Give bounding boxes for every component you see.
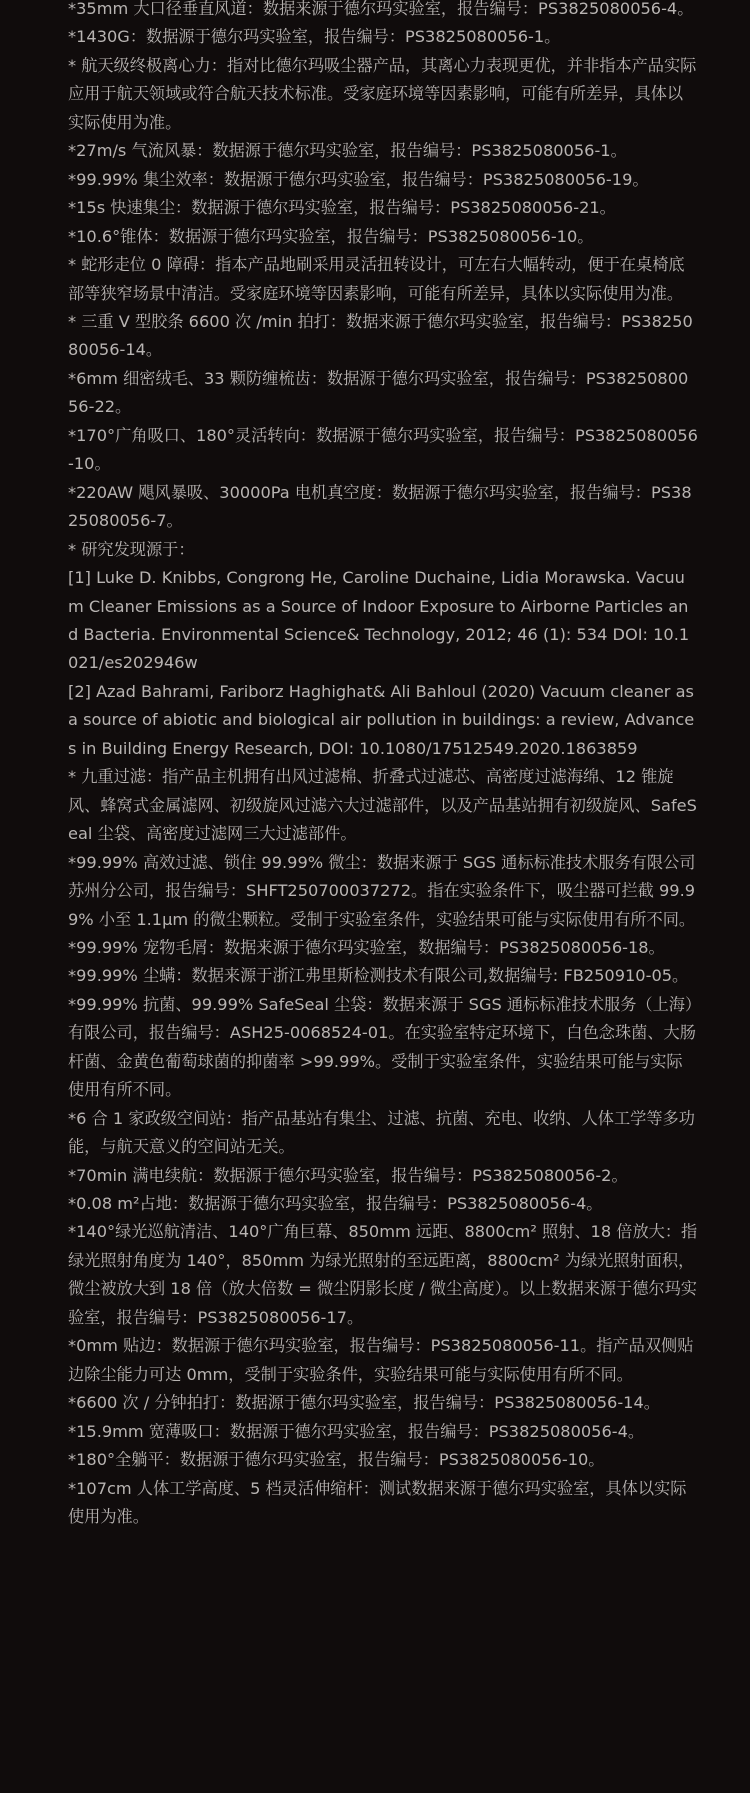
- footnote-dust-mite: *99.99% 尘螨：数据来源于浙江弗里斯检测技术有限公司,数据编号: FB250910-05。: [68, 966, 689, 986]
- footnote-footprint: *0.08 m²占地：数据源于德尔玛实验室，报告编号：PS3825080056-4。: [68, 1194, 603, 1214]
- footnote-fast-collection: *15s 快速集尘：数据源于德尔玛实验室，报告编号：PS3825080056-21。: [68, 198, 616, 218]
- footnote-fluff-comb: *6mm 细密绒毛、33 颗防缠梳齿：数据源于德尔玛实验室，报告编号：PS3825080056-22。: [68, 368, 689, 417]
- footnote-airflow: *27m/s 气流风暴：数据源于德尔玛实验室，报告编号：PS3825080056-1。: [68, 141, 627, 161]
- footnote-thin-inlet: *15.9mm 宽薄吸口：数据源于德尔玛实验室，报告编号：PS3825080056-4。: [68, 1421, 645, 1441]
- footnote-research-heading: * 研究发现源于：: [68, 539, 195, 559]
- footnote-snake-move: * 蛇形走位 0 障碍：指本产品地刷采用灵活扭转设计，可左右大幅转动，便于在桌椅底部等狭窄场景中清洁。受家庭环境等因素影响，可能有所差异，具体以实际使用为准。: [68, 255, 685, 303]
- footnote-reference-1: [1] Luke D. Knibbs, Congrong He, Caroline Duchaine, Lidia Morawska. Vacuum Cleaner Emissions as a Source of Indoor Exposure to Airborne Particles and Bacteria. Environmental Science& Technology, 2012; 46 (1): 534 DOI: 10.1021/es202946w: [68, 568, 690, 673]
- footnote-battery: *70min 满电续航：数据源于德尔玛实验室，报告编号：PS3825080056-2。: [68, 1165, 628, 1185]
- footnote-green-light: *140°绿光巡航清洁、140°广角巨幕、850mm 远距、8800cm² 照射、18 倍放大：指绿光照射角度为 140°，850mm 为绿光照射的至远距离，8800cm² 为绿光照射面积，微尘被放大到 18 倍（放大倍数 = 微尘阴影长度 / 微尘高度）。以上数据来源于德尔玛实验室，报告编号：PS3825080056-17。: [68, 1222, 698, 1327]
- footnote-airduct: *35mm 大口径垂直风道：数据来源于德尔玛实验室，报告编号：PS3825080056-4。: [68, 0, 694, 18]
- footnote-weight: *1430G：数据源于德尔玛实验室，报告编号：PS3825080056-1。: [68, 27, 561, 47]
- footnote-lay-flat: *180°全躺平：数据源于德尔玛实验室，报告编号：PS3825080056-10。: [68, 1450, 605, 1470]
- footnote-nine-filtration: * 九重过滤：指产品主机拥有出风过滤棉、折叠式过滤芯、高密度过滤海绵、12 锥旋风、蜂窝式金属滤网、初级旋风过滤六大过滤部件，以及产品基站拥有初级旋风、SafeSeal 尘袋、高密度过滤网三大过滤部件。: [68, 767, 697, 844]
- footnote-edge-cleaning: *0mm 贴边：数据源于德尔玛实验室，报告编号：PS3825080056-11。指产品双侧贴边除尘能力可达 0mm，受制于实验条件，实验结果可能与实际使用有所不同。: [68, 1336, 694, 1384]
- footnote-antibacterial: *99.99% 抗菌、99.99% SafeSeal 尘袋：数据来源于 SGS 通标标准技术服务（上海）有限公司，报告编号：ASH25-0068524-01。在实验室特定环境下，白色念珠菌、大肠杆菌、金黄色葡萄球菌的抑菌率 >99.99%。受制于实验室条件，实验结果可能与实际使用有所不同。: [68, 994, 696, 1100]
- footnote-collection-efficiency: *99.99% 集尘效率：数据源于德尔玛实验室，报告编号：PS3825080056-19。: [68, 169, 649, 189]
- footnote-ergonomic-height: *107cm 人体工学高度、5 档灵活伸缩杆：测试数据来源于德尔玛实验室，具体以实际使用为准。: [68, 1478, 687, 1527]
- footnote-wide-angle: *170°广角吸口、180°灵活转向：数据源于德尔玛实验室，报告编号：PS3825080056-10。: [68, 425, 698, 474]
- footnote-v-strip: * 三重 V 型胶条 6600 次 /min 拍打：数据来源于德尔玛实验室，报告编号：PS3825080056-14。: [68, 311, 693, 360]
- footnote-centrifugal: * 航天级终极离心力：指对比德尔玛吸尘器产品，其离心力表现更优，并非指本产品实际应用于航天领域或符合航天技术标准。受家庭环境等因素影响，可能有所差异，具体以实际使用为准。: [68, 55, 697, 132]
- footnote-suction-power: *220AW 飓风暴吸、30000Pa 电机真空度：数据源于德尔玛实验室，报告编号：PS3825080056-7。: [68, 482, 692, 531]
- footnote-list: [68, 0, 698, 1531]
- footnote-reference-2: [2] Azad Bahrami, Fariborz Haghighat& Ali Bahloul (2020) Vacuum cleaner as a source of abiotic and biological air pollution in buildings: a review, Advances in Building Energy Research, DOI: 10.1080/17512549.2020.1863859: [68, 681, 695, 758]
- footnote-cone: *10.6°锥体：数据源于德尔玛实验室，报告编号：PS3825080056-10。: [68, 226, 594, 246]
- footnote-6in1-station: *6 合 1 家政级空间站：指产品基站有集尘、过滤、抗菌、充电、收纳、人体工学等多功能，与航天意义的空间站无关。: [68, 1108, 695, 1157]
- footnote-high-efficiency-filter: *99.99% 高效过滤、锁住 99.99% 微尘：数据来源于 SGS 通标标准技术服务有限公司苏州分公司，报告编号：SHFT250700037272。指在实验条件下，吸尘器可拦截 99.99% 小至 1.1μm 的微尘颗粒。受制于实验室条件，实验结果可能与实际使用有所不同。: [68, 852, 696, 929]
- footnote-beating: *6600 次 / 分钟拍打：数据源于德尔玛实验室，报告编号：PS3825080056-14。: [68, 1393, 660, 1413]
- footnote-pet-dander: *99.99% 宠物毛屑：数据来源于德尔玛实验室，数据编号：PS3825080056-18。: [68, 937, 665, 957]
